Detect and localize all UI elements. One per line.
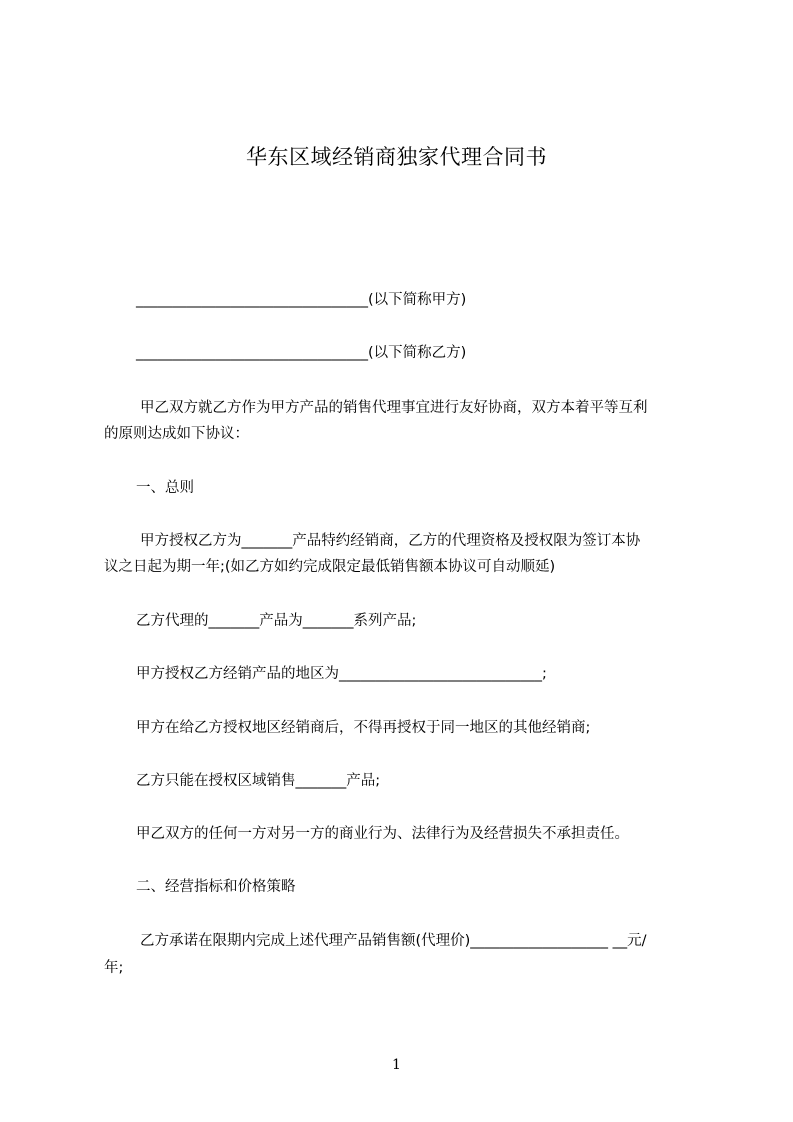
page-number: 1 (392, 1057, 401, 1073)
intro-paragraph-line-1: 甲乙双方就乙方作为甲方产品的销售代理事宜进行友好协商，双方本着平等互利 (140, 400, 648, 416)
section-1-paragraph-3: 甲方授权乙方经销产品的地区为____________________________; (136, 666, 547, 682)
document-title: 华东区域经销商独家代理合同书 (246, 145, 547, 169)
intro-paragraph-line-2: 的原则达成如下协议： (104, 426, 249, 442)
party-b-line: ________________________________(以下简称乙方) (136, 345, 467, 361)
section-2-paragraph-1-line-2: 年; (104, 960, 124, 976)
section-2-heading: 二、经营指标和价格策略 (136, 879, 296, 895)
section-2-paragraph-1-line-1: 乙方承诺在限期内完成上述代理产品销售额(代理价)___________________ __元/ (140, 933, 647, 949)
section-1-paragraph-5: 乙方只能在授权区域销售_______产品; (136, 773, 381, 789)
section-1-paragraph-6: 甲乙双方的任何一方对另一方的商业行为、法律行为及经营损失不承担责任。 (136, 826, 629, 842)
section-1-heading: 一、总则 (136, 480, 194, 496)
section-1-paragraph-1-line-2: 议之日起为期一年;(如乙方如约完成限定最低销售额本协议可自动顺延) (104, 559, 556, 575)
party-a-line: ________________________________(以下简称甲方) (136, 292, 467, 308)
section-1-paragraph-1-line-1: 甲方授权乙方为_______产品特约经销商，乙方的代理资格及授权限为签订本协 (140, 533, 641, 549)
section-1-paragraph-2: 乙方代理的_______产品为_______系列产品; (136, 613, 417, 629)
section-1-paragraph-4: 甲方在给乙方授权地区经销商后，不得再授权于同一地区的其他经销商; (136, 720, 591, 736)
